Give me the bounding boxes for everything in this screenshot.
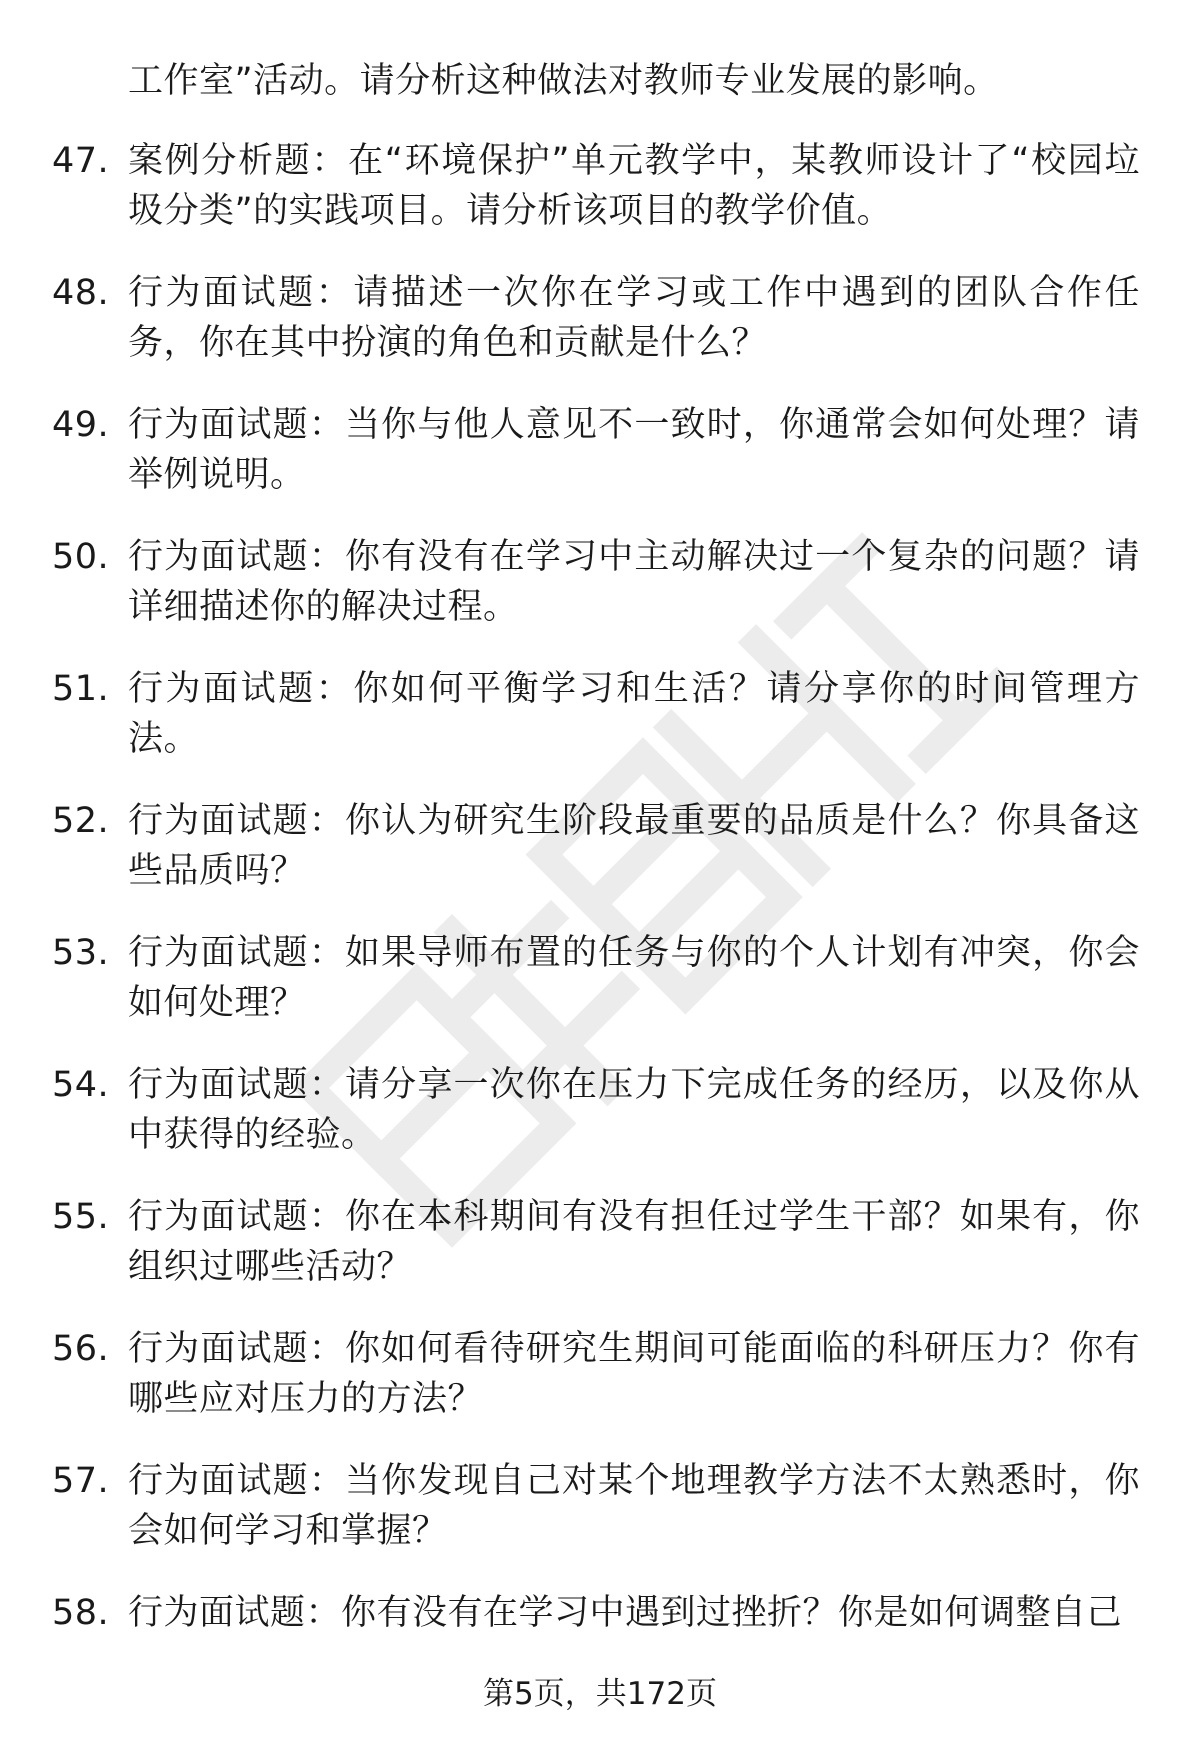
- question-number: 51.: [52, 669, 110, 709]
- question-text: 行为面试题：请分享一次你在压力下完成任务的经历，以及你从中获得的经验。: [128, 1065, 1140, 1155]
- question-text: 行为面试题：你在本科期间有没有担任过学生干部？如果有，你组织过哪些活动？: [128, 1197, 1140, 1287]
- question-text: 行为面试题：如果导师布置的任务与你的个人计划有冲突，你会如何处理？: [128, 933, 1140, 1023]
- question-item: [0, 268, 1200, 368]
- question-number: 47.: [52, 141, 110, 181]
- question-item: [0, 664, 1200, 764]
- question-number: 53.: [52, 933, 110, 973]
- question-number: 55.: [52, 1197, 110, 1237]
- question-text: 行为面试题：你有没有在学习中遇到过挫折？你是如何调整自己: [128, 1593, 1123, 1633]
- question-text: 行为面试题：你认为研究生阶段最重要的品质是什么？你具备这些品质吗？: [128, 801, 1140, 891]
- question-continuation: [0, 56, 1200, 106]
- question-item: [0, 400, 1200, 500]
- question-item: [0, 928, 1200, 1028]
- question-item: [0, 1456, 1200, 1556]
- page-footer: 第5页，共172页: [483, 1676, 717, 1712]
- question-number: 56.: [52, 1329, 110, 1369]
- question-number: 52.: [52, 801, 110, 841]
- question-item: [0, 796, 1200, 896]
- question-text: 行为面试题：你如何看待研究生期间可能面临的科研压力？你有哪些应对压力的方法？: [128, 1329, 1140, 1419]
- question-number: 58.: [52, 1593, 110, 1633]
- question-number: 49.: [52, 405, 110, 445]
- question-number: 54.: [52, 1065, 110, 1105]
- question-number: 50.: [52, 537, 110, 577]
- question-number: 48.: [52, 273, 110, 313]
- question-number: 57.: [52, 1461, 110, 1501]
- question-item: [0, 532, 1200, 632]
- question-item: [0, 136, 1200, 236]
- question-item: [0, 1192, 1200, 1292]
- question-text: 行为面试题：你如何平衡学习和生活？请分享你的时间管理方法。: [128, 669, 1140, 759]
- question-item: [0, 1588, 1200, 1638]
- question-list: [0, 56, 1200, 1670]
- question-text: 案例分析题：在“环境保护”单元教学中，某教师设计了“校园垃圾分类”的实践项目。请分析该项目的教学价值。: [128, 141, 1140, 231]
- question-item: [0, 1324, 1200, 1424]
- question-item: [0, 1060, 1200, 1160]
- question-text: 行为面试题：当你发现自己对某个地理教学方法不太熟悉时，你会如何学习和掌握？: [128, 1461, 1140, 1551]
- question-text: 行为面试题：请描述一次你在学习或工作中遇到的团队合作任务，你在其中扮演的角色和贡献是什么？: [128, 273, 1140, 363]
- question-text: 工作室”活动。请分析这种做法对教师专业发展的影响。: [128, 61, 999, 101]
- question-text: 行为面试题：你有没有在学习中主动解决过一个复杂的问题？请详细描述你的解决过程。: [128, 537, 1140, 627]
- question-text: 行为面试题：当你与他人意见不一致时，你通常会如何处理？请举例说明。: [128, 405, 1140, 495]
